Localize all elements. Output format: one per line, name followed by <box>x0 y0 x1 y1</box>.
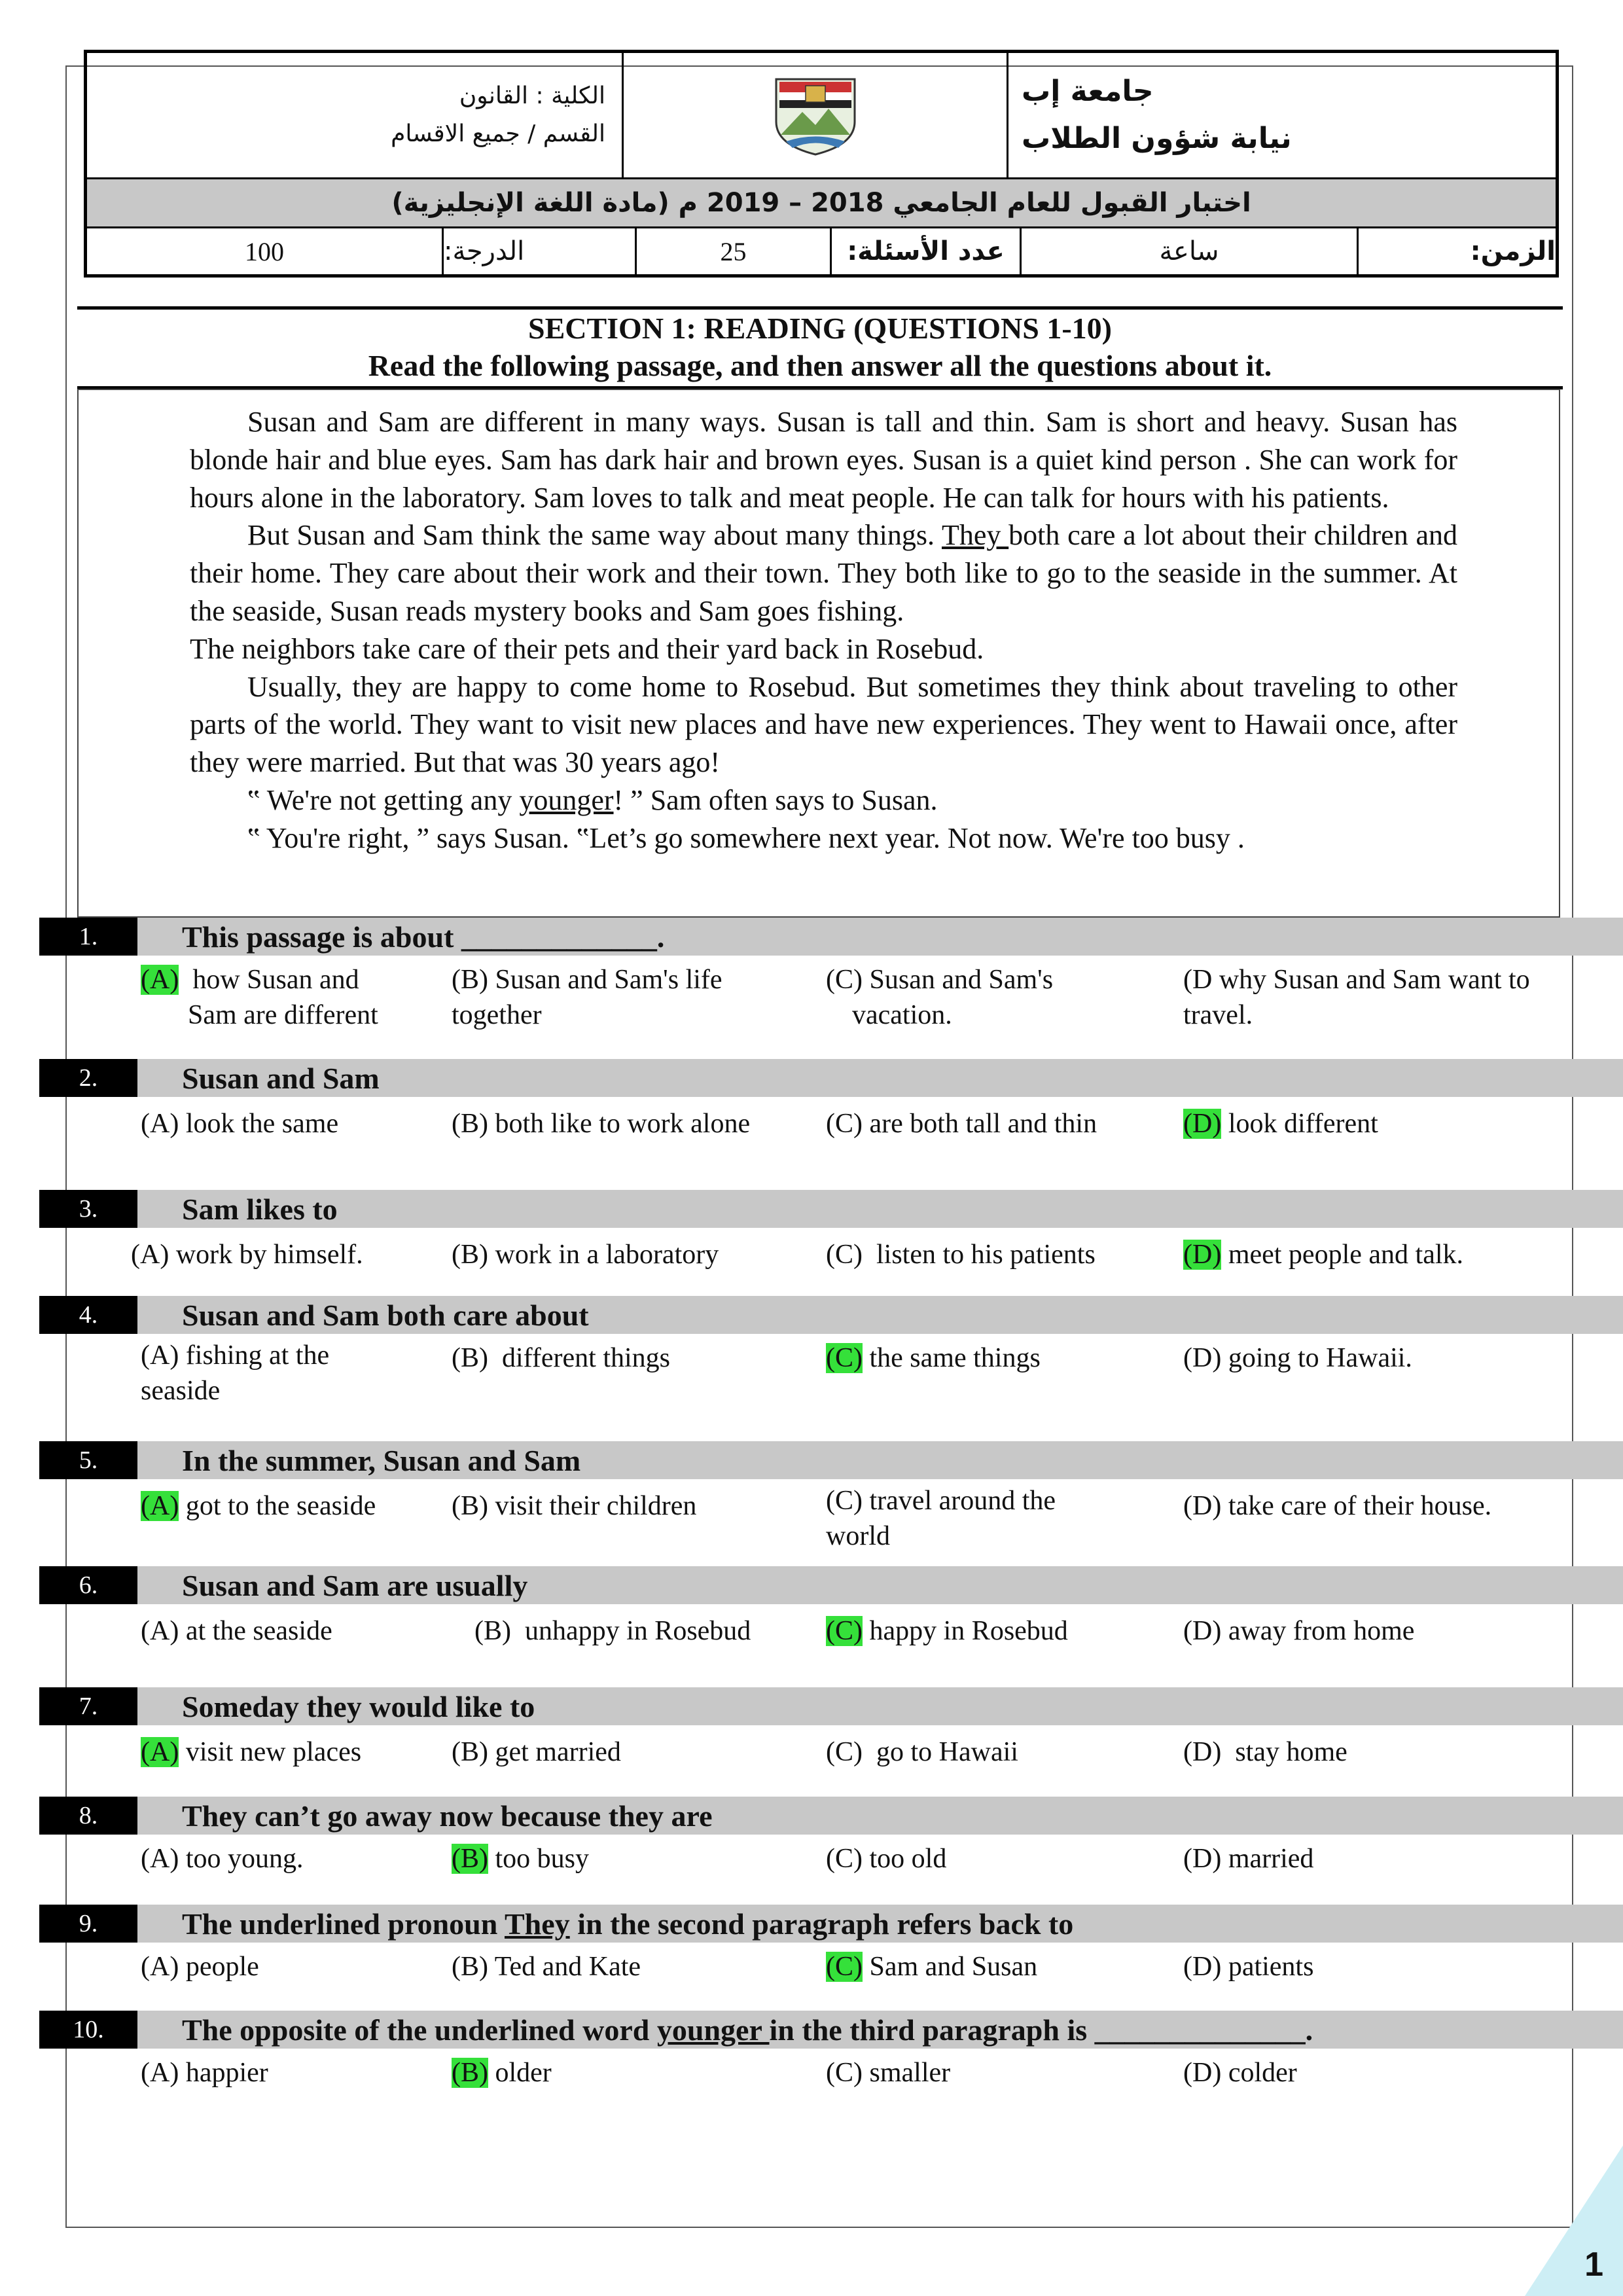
answer-option[interactable] <box>826 1841 946 1876</box>
option-text: smaller <box>863 2058 951 2088</box>
section-instruction: Read the following passage, and then answer all the questions about it. <box>368 349 1272 382</box>
answer-option[interactable] <box>1183 1488 1491 1524</box>
option-text: work in a laboratory <box>488 1240 719 1270</box>
option-text: happier <box>179 2058 268 2088</box>
option-text: Susan and Sam's <box>863 965 1054 995</box>
answer-option[interactable] <box>1183 962 1530 1033</box>
question-number: 7. <box>39 1687 137 1725</box>
option-text: people <box>179 1952 259 1982</box>
option-text: get married <box>488 1737 621 1767</box>
answer-option[interactable] <box>826 1949 1037 1984</box>
question-text: Susan and Sam both care about <box>182 1298 589 1332</box>
answer-option[interactable] <box>826 962 1053 1033</box>
option-text: unhappy in Rosebud <box>511 1616 751 1646</box>
correct-answer-letter: (D) <box>1183 1240 1222 1270</box>
option-text: different things <box>488 1343 671 1373</box>
answer-option[interactable] <box>826 1734 1018 1770</box>
option-text-line2: travel. <box>1183 1000 1253 1030</box>
passage-text: ‟ We're not getting any <box>247 783 520 816</box>
answer-option[interactable] <box>826 1237 1096 1272</box>
passage-text: ! ” Sam often says to Susan. <box>613 783 938 816</box>
option-text-line2: seaside <box>141 1376 221 1406</box>
question-number: 9. <box>39 1905 137 1943</box>
question-bar <box>39 1190 1623 1228</box>
exam-title-row <box>87 179 1556 228</box>
option-text: at the seaside <box>179 1616 332 1646</box>
reading-passage <box>77 389 1560 918</box>
answer-option[interactable] <box>141 2055 268 2090</box>
answer-option[interactable] <box>452 1106 750 1141</box>
passage-paragraph <box>190 516 1457 630</box>
passage-text: But Susan and Sam think the same way about many things. <box>247 519 942 552</box>
answer-option[interactable] <box>826 1483 1056 1554</box>
option-letter: (D <box>1183 965 1213 995</box>
correct-answer-letter: (C) <box>826 1616 863 1646</box>
underlined-they: They <box>942 519 1009 552</box>
university-name: جامعة إب <box>1022 75 1154 108</box>
faculty-line: الكلية : القانون <box>459 82 605 109</box>
question-text-part: The opposite of the underlined word <box>182 2013 657 2047</box>
option-letter: (B) <box>452 1737 488 1767</box>
answer-option[interactable] <box>1183 1841 1313 1876</box>
question-bar <box>39 1566 1623 1604</box>
option-text: happy in Rosebud <box>863 1616 1068 1646</box>
question-bar <box>39 1059 1623 1097</box>
question-text <box>182 2013 1313 2047</box>
question-number: 2. <box>39 1059 137 1097</box>
option-letter: (D) <box>1183 1343 1222 1373</box>
page-corner <box>1525 2145 1623 2296</box>
option-text: married <box>1221 1844 1314 1874</box>
question-text: Someday they would like to <box>182 1689 535 1723</box>
question-number: 6. <box>39 1566 137 1604</box>
office-name: نيابة شؤون الطلاب <box>1022 122 1292 155</box>
answer-option[interactable] <box>826 1613 1068 1649</box>
option-text: got to the seaside <box>179 1491 376 1521</box>
option-letter: (C) <box>826 965 863 995</box>
question-bar <box>39 1687 1623 1725</box>
option-text: too young. <box>179 1844 304 1874</box>
passage-paragraph: Susan and Sam are different in many ways. Susan is tall and thin. Sam is short and heavy. Susan has blonde hair and blue eyes. Sam has dark hair and brown eyes. Susan is a quiet kind person . She can work for hours alone in the laboratory. Sam loves to talk and meat people. He can talk for hours with his patients. <box>190 406 1457 514</box>
option-letter: (A) <box>141 1340 179 1371</box>
answer-option[interactable] <box>141 1734 361 1770</box>
option-letter: (C) <box>826 1240 863 1270</box>
passage-paragraph: The neighbors take care of their pets and their yard back in Rosebud. <box>190 632 984 665</box>
passage-paragraph: Usually, they are happy to come home to Rosebud. But sometimes they think about traveling to other parts of the world. They want to visit new places and have new experiences. They went to Hawaii once, after they were married. But that was 30 years ago! <box>190 670 1457 779</box>
answer-option[interactable] <box>452 962 722 1033</box>
grade-label: الدرجة: <box>444 228 637 274</box>
question-text: They can’t go away now because they are <box>182 1799 713 1833</box>
passage-paragraph: ‟ You're right, ” says Susan. ‟Let’s go somewhere next year. Not now. We're too busy . <box>247 821 1245 854</box>
option-letter: (D) <box>1183 1491 1222 1521</box>
option-text: meet people and talk. <box>1221 1240 1464 1270</box>
answer-option[interactable] <box>452 1237 719 1272</box>
option-letter: (D) <box>1183 2058 1222 2088</box>
correct-answer-letter: (D) <box>1183 1109 1222 1139</box>
logo-cell <box>624 53 1008 177</box>
answer-option[interactable] <box>474 1613 751 1649</box>
question-number: 1. <box>39 918 137 956</box>
option-letter: (A) <box>141 1616 179 1646</box>
answer-option[interactable] <box>141 1338 329 1408</box>
option-text: patients <box>1221 1952 1314 1982</box>
exam-info-row <box>87 228 1556 274</box>
answer-option[interactable] <box>1183 1734 1347 1770</box>
question-text-part: in the third paragraph is ______________. <box>769 2013 1313 2047</box>
option-text: work by himself. <box>169 1240 363 1270</box>
option-text: older <box>488 2058 552 2088</box>
option-text: Susan and Sam's life <box>488 965 722 995</box>
answer-option[interactable] <box>141 1106 338 1141</box>
option-letter: (A) <box>141 1844 179 1874</box>
answer-option[interactable] <box>1183 2055 1297 2090</box>
option-text: why Susan and Sam want to <box>1212 965 1530 995</box>
option-text: the same things <box>863 1343 1041 1373</box>
option-letter: (D) <box>1183 1952 1222 1982</box>
option-letter: (C) <box>826 1844 863 1874</box>
answer-option[interactable] <box>1183 1237 1463 1272</box>
question-number: 5. <box>39 1441 137 1479</box>
option-text: take care of their house. <box>1221 1491 1492 1521</box>
question-bar <box>39 1296 1623 1334</box>
faculty-cell <box>87 53 624 177</box>
university-cell <box>1008 53 1556 177</box>
option-letter: (C) <box>826 1109 863 1139</box>
option-letter: (B) <box>452 1109 488 1139</box>
correct-answer-letter: (A) <box>141 1737 179 1767</box>
question-bar <box>39 1797 1623 1835</box>
questions-value: 25 <box>637 228 832 274</box>
option-letter: (A) <box>141 1109 179 1139</box>
answer-option[interactable] <box>452 1488 696 1524</box>
option-letter: (D) <box>1183 1844 1222 1874</box>
option-text-line2: Sam are different <box>188 1000 378 1030</box>
option-letter: (A) <box>141 2058 179 2088</box>
question-text: Susan and Sam are usually <box>182 1568 528 1602</box>
option-text: too busy <box>488 1844 590 1874</box>
question-text-part: in the second paragraph refers back to <box>569 1907 1074 1941</box>
time-label: الزمن: <box>1470 236 1556 266</box>
answer-option[interactable] <box>826 2055 950 2090</box>
question-number: 4. <box>39 1296 137 1334</box>
option-letter: (B) <box>452 965 488 995</box>
question-text: This passage is about _____________. <box>182 920 665 954</box>
underlined-word: They <box>505 1907 570 1941</box>
option-letter: (B) <box>452 1491 488 1521</box>
grade-value: 100 <box>87 228 444 274</box>
question-number: 3. <box>39 1190 137 1228</box>
underlined-younger: younger <box>519 783 614 816</box>
option-text: look the same <box>179 1109 339 1139</box>
department-line: القسم / جميع الاقسام <box>391 120 605 147</box>
question-text: In the summer, Susan and Sam <box>182 1443 581 1477</box>
option-text: Ted and Kate <box>488 1952 641 1982</box>
option-letter: (A) <box>131 1240 169 1270</box>
option-text: Sam and Susan <box>863 1952 1038 1982</box>
answer-option[interactable] <box>452 1841 589 1876</box>
option-text: stay home <box>1221 1737 1347 1767</box>
option-text-line2: world <box>826 1521 890 1551</box>
option-letter: (B) <box>452 1952 488 1982</box>
option-text-line2: vacation. <box>852 1000 952 1030</box>
option-letter: (C) <box>826 1486 863 1516</box>
option-letter: (B) <box>474 1616 511 1646</box>
answer-option[interactable] <box>452 2055 552 2090</box>
section-title: SECTION 1: READING (QUESTIONS 1-10) <box>527 312 1112 345</box>
answer-option[interactable] <box>1183 1340 1412 1376</box>
option-text: away from home <box>1221 1616 1415 1646</box>
divider <box>77 306 1563 310</box>
answer-option[interactable] <box>452 1340 670 1376</box>
question-number: 10. <box>39 2011 137 2049</box>
option-letter: (C) <box>826 1737 863 1767</box>
option-text: listen to his patients <box>863 1240 1096 1270</box>
answer-option[interactable] <box>141 1841 303 1876</box>
underlined-word: younger <box>656 2013 770 2047</box>
question-bar <box>39 918 1623 956</box>
question-text: Susan and Sam <box>182 1061 380 1095</box>
option-text: going to Hawaii. <box>1221 1343 1412 1373</box>
answer-option[interactable] <box>452 1734 621 1770</box>
correct-answer-letter: (C) <box>826 1343 863 1373</box>
option-text: fishing at the <box>179 1340 330 1371</box>
question-text: Sam likes to <box>182 1192 338 1226</box>
option-text: visit new places <box>179 1737 362 1767</box>
correct-answer-letter: (C) <box>826 1952 863 1982</box>
time-value: ساعة <box>1022 228 1359 274</box>
question-bar <box>39 1905 1623 1943</box>
question-bar <box>39 2011 1623 2049</box>
option-letter: (A) <box>141 1952 179 1982</box>
option-text: too old <box>863 1844 947 1874</box>
option-text: are both tall and thin <box>863 1109 1097 1139</box>
question-text-part: The underlined pronoun <box>182 1907 505 1941</box>
questions-label: عدد الأسئلة: <box>832 228 1022 274</box>
option-letter: (D) <box>1183 1616 1222 1646</box>
passage-text: both care a lot about their children and their home. They care about their work and their town. They both like to go to the seaside in the summer. At the seaside, Susan reads mystery books and Sam goes fishing. <box>190 519 1457 627</box>
answer-option[interactable] <box>1183 1949 1313 1984</box>
option-text: visit their children <box>488 1491 697 1521</box>
option-text: go to Hawaii <box>863 1737 1018 1767</box>
passage-paragraph <box>190 781 1457 819</box>
option-text: colder <box>1221 2058 1297 2088</box>
answer-option[interactable] <box>452 1949 641 1984</box>
question-text <box>182 1907 1073 1941</box>
option-letter: (C) <box>826 2058 863 2088</box>
option-letter: (B) <box>452 1240 488 1270</box>
option-text-line2: together <box>452 1000 542 1030</box>
option-text: look different <box>1221 1109 1378 1139</box>
answer-option[interactable] <box>1183 1106 1378 1141</box>
correct-answer-letter: (A) <box>141 1491 179 1521</box>
answer-option[interactable] <box>826 1106 1097 1141</box>
answer-option[interactable] <box>1183 1613 1414 1649</box>
option-text: both like to work alone <box>488 1109 751 1139</box>
option-text: travel around the <box>863 1486 1056 1516</box>
correct-answer-letter: (B) <box>452 2058 488 2088</box>
answer-option[interactable] <box>141 1488 376 1524</box>
answer-option[interactable] <box>141 962 378 1033</box>
question-number: 8. <box>39 1797 137 1835</box>
option-letter: (D) <box>1183 1737 1222 1767</box>
correct-answer-letter: (A) <box>141 965 179 995</box>
answer-option[interactable] <box>141 1949 259 1984</box>
question-bar <box>39 1441 1623 1479</box>
option-text: how Susan and <box>179 965 359 995</box>
answer-option[interactable] <box>826 1340 1041 1376</box>
page-number: 1 <box>1584 2246 1603 2284</box>
correct-answer-letter: (B) <box>452 1844 488 1874</box>
exam-title: اختبار القبول للعام الجامعي 2018 – 2019 م (مادة اللغة الإنجليزية) <box>391 188 1251 218</box>
option-letter: (B) <box>452 1343 488 1373</box>
university-logo-icon <box>766 73 865 158</box>
answer-option[interactable] <box>131 1237 363 1272</box>
answer-option[interactable] <box>141 1613 332 1649</box>
exam-header <box>84 50 1559 278</box>
